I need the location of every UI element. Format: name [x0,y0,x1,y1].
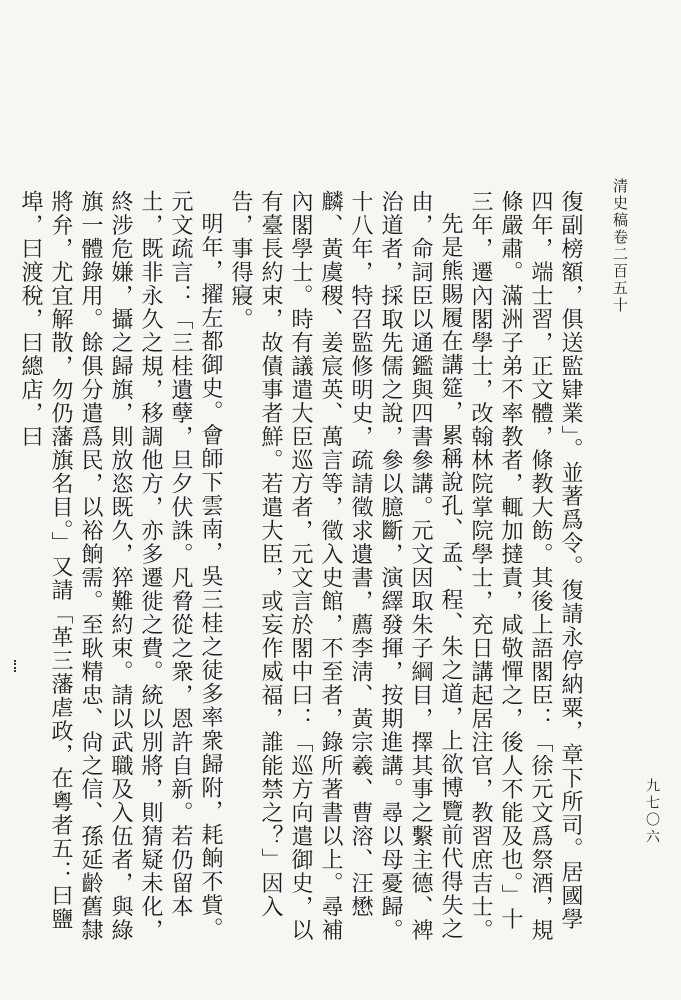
page-number: 九七〇六 [644,778,660,846]
paragraph-3: 明年，擢左都御史。會師下雲南，吳三桂之徒多率衆歸附，耗餉不貲。元文疏言：「三桂遺孽，旦夕伏誅。凡脅從之衆，恩許自新。若仍留本土，既非永久之規，移調他方，亦多遷徙之費。統以別將，則猜疑未化，終涉危嫌，攝之歸旗，則放恣既久，猝難約束。請以武職及入伍者，與綠旗一體錄用。餘俱分遣爲民，以裕餉需。至耿精忠、尙之信、孫延齡舊隸將弁，尤宜解散，勿仍藩旗名目。」又請「革三藩虐政，在粵者五：曰鹽埠，曰渡稅，曰總店，曰 [18,190,223,942]
paragraph-2: 先是熊賜履在講筵，累稱說孔、孟、程、朱之道，上欲博覽前代得失之由，命詞臣以通鑑與四書參講。元文因取朱子綱目，擇其事之繫主德、裨治道者，採取先儒之說，參以臆斷，演繹發揮，按期進講。尋以母憂歸。十八年，特召監修明史，疏請徵求遺書，薦李淸、黃宗羲、曹溶、汪懋麟、黃虞稷、姜宸英、萬言等，徵入史館，不至者，錄所著書以上。尋補內閣學士。時有議遣大臣巡方者，元文言於閣中曰：「巡方向遣御史，以有臺長約束，故債事者鮮。若遣大臣，或妄作威福，誰能禁之？」因入告，事得寢。 [228,190,463,942]
running-title: 清史稿卷二百五十 [611,178,629,314]
paragraph-1: 復副榜額，俱送監肄業」。並著爲令。復請永停納粟，章下所司。居國學四年，端士習，正文體，條教大飭。其後上語閣臣：「徐元文爲祭酒，規條嚴肅。滿洲子弟不率教者，輒加撻責，咸敬憚之，後人不能及也。」十三年，遷內閣學士，改翰林院掌院學士，充日講起居注官，教習庶吉士。 [468,190,583,942]
margin-mark [14,660,20,672]
body-text [18,190,585,950]
